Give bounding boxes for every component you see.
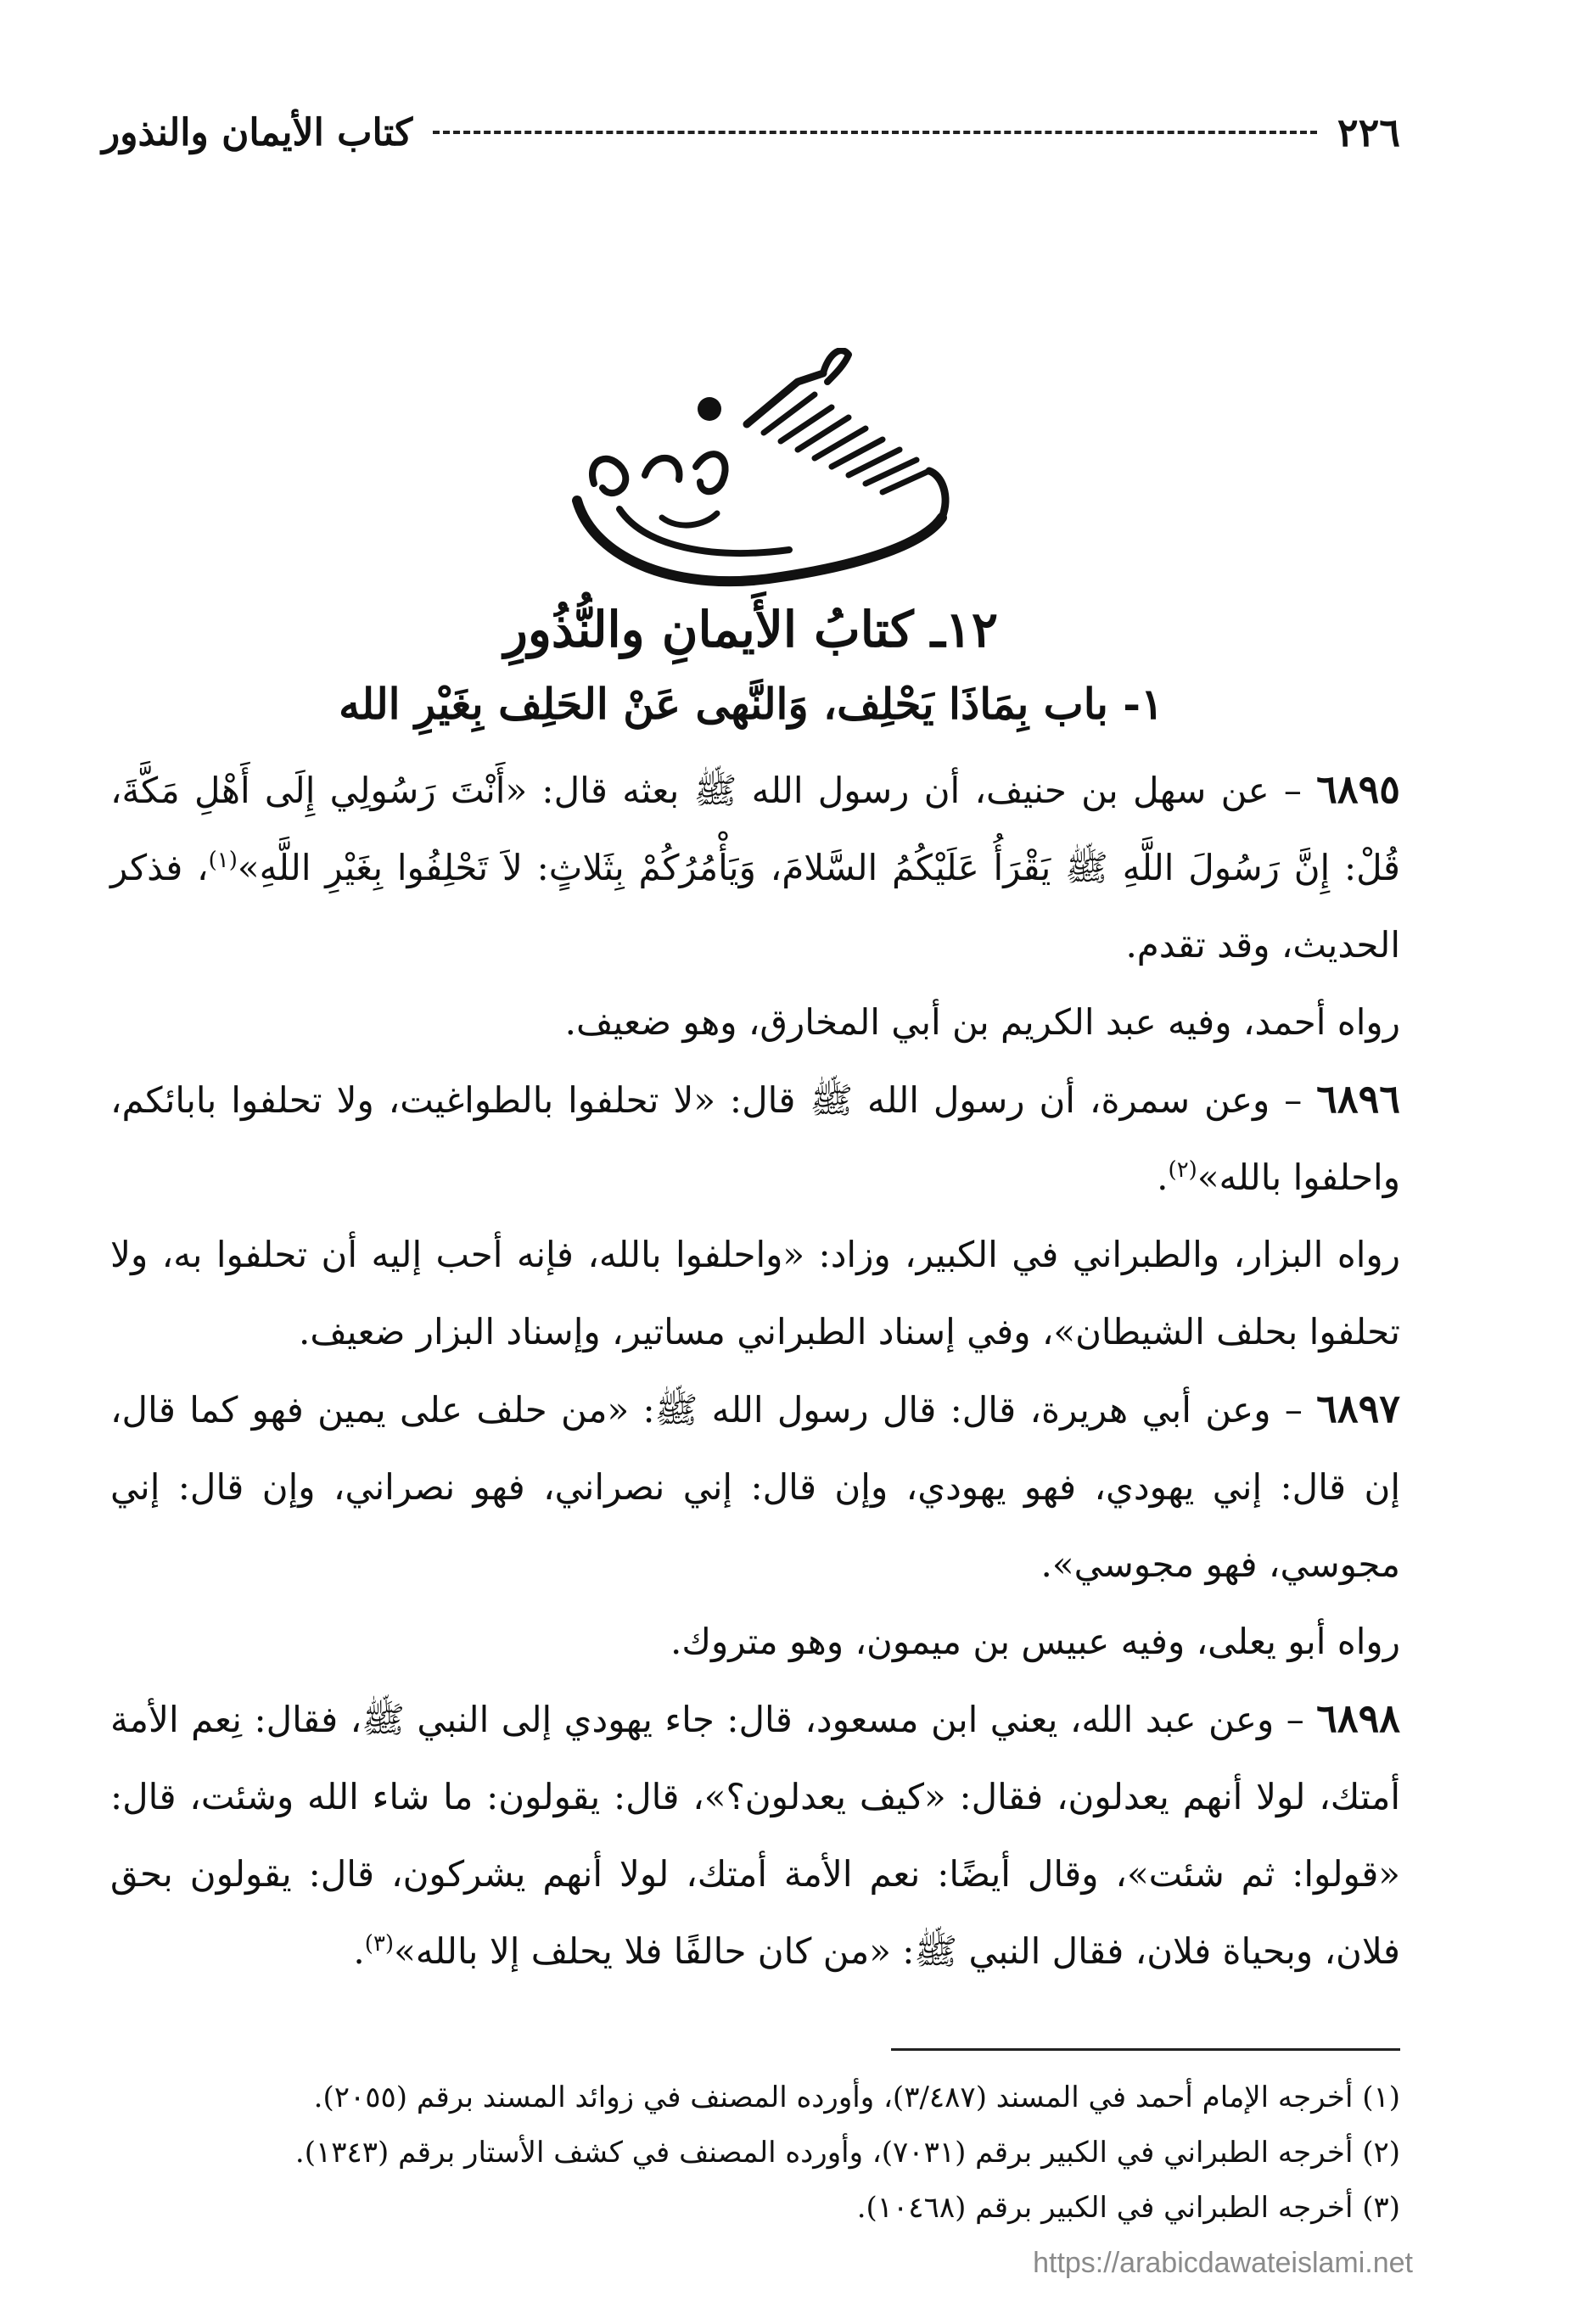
hadith-number: ٦٨٩٧ [1316, 1386, 1400, 1431]
hadith-number: ٦٨٩٦ [1316, 1076, 1400, 1122]
page-number: ٢٢٦ [1337, 109, 1400, 155]
hadith-text-end: . [1157, 1156, 1169, 1198]
book-heading: ١٢ـ كتابُ الأَيمانِ والنُّذُورِ [503, 601, 999, 658]
watermark-url: https://arabicdawateislami.net [1033, 2247, 1413, 2279]
hadith-text: – عن سهل بن حنيف، أن رسول الله ﷺ بعثه قال: «أَنْتَ رَسُولِي إِلَى أَهْلِ مَكَّةَ، قُلْ: إِنَّ رَسُولَ اللَّهِ ﷺ يَقْرَأُ عَلَيْكُمُ السَّلامَ، وَيَأْمُرُكُمْ بِثَلاثٍ: لاَ تَحْلِفُوا بِغَيْرِ اللَّهِ» [110, 770, 1401, 888]
footnote-marker: (٢) [1168, 1157, 1197, 1183]
hadith-text-end: ، فذكر الحديث، وقد تقدم. [110, 847, 1400, 966]
footnote: (٢) أخرجه الطبراني في الكبير برقم (٧٠٣١)، وأورده المصنف في كشف الأستار برقم (١٣٤٣). [294, 2136, 1400, 2170]
hadith-paragraph [110, 1370, 1400, 1603]
narration-note: رواه أحمد، وفيه عبد الكريم بن أبي المخارق، وهو ضعيف. [564, 1001, 1400, 1043]
hadith-number: ٦٨٩٥ [1316, 766, 1400, 812]
footnote: (٣) أخرجه الطبراني في الكبير برقم (١٠٤٦٨). [856, 2191, 1400, 2225]
hadith-paragraph [110, 751, 1400, 983]
hadith-text-end: . [353, 1930, 365, 1972]
narration-note: رواه أبو يعلى، وفيه عبيس بن ميمون، وهو متروك. [670, 1621, 1400, 1662]
hadith-text: – وعن أبي هريرة، قال: قال رسول الله ﷺ: «من حلف على يمين فهو كما قال، إن قال: إني يهودي، فهو يهودي، وإن قال: إني نصراني، فهو نصراني، وإن قال: إني مجوسي، فهو مجوسي». [110, 1389, 1400, 1585]
narration-note: رواه البزار، والطبراني في الكبير، وزاد: «واحلفوا بالله، فإنه أحب إليه أن تحلفوا به، ولا تحلفوا بحلف الشيطان»، وفي إسناد الطبراني مساتير، وإسناد البزار ضعيف. [110, 1234, 1400, 1352]
hadith-text: – وعن سمرة، أن رسول الله ﷺ قال: «لا تحلفوا بالطواغيت، ولا تحلفوا بابائكم، واحلفوا بالله» [110, 1079, 1400, 1198]
footnotes [170, 2070, 1400, 2236]
footnote-marker: (٣) [364, 1931, 395, 1957]
running-header [102, 102, 1400, 163]
basmala-calligraphy [543, 348, 1018, 619]
footnote-marker: (١) [208, 848, 238, 873]
hadith-paragraph [110, 1061, 1400, 1216]
chapter-heading: ١- باب بِمَاذَا يَحْلِف، وَالنَّهى عَنْ الحَلِف بِغَيْرِ الله [339, 679, 1163, 729]
hadith-number: ٦٨٩٨ [1316, 1695, 1400, 1741]
running-book-title: كتاب الأيمان والنذور [102, 110, 413, 154]
page-body [110, 751, 1400, 1990]
footnote: (١) أخرجه الإمام أحمد في المسند (٣/٤٨٧)، وأورده المصنف في زوائد المسند برقم (٢٠٥٥). [313, 2080, 1400, 2114]
hadith-paragraph [110, 1680, 1400, 1990]
footnote-separator [891, 2048, 1400, 2051]
hadith-text: – وعن عبد الله، يعني ابن مسعود، قال: جاء يهودي إلى النبي ﷺ، فقال: نِعم الأمة أمتك، لولا أنهم يعدلون، فقال: «كيف يعدلون؟»، قال: يقولون: ما شاء الله وشئت، قال: «قولوا: ثم شئت»، وقال أيضًا: نعم الأمة أمتك، لولا أنهم يشركون، قال: يقولون بحق فلان، وبحياة فلان، فقال النبي ﷺ: «من كان حالفًا فلا يحلف إلا بالله» [110, 1699, 1400, 1972]
header-divider [433, 131, 1317, 134]
